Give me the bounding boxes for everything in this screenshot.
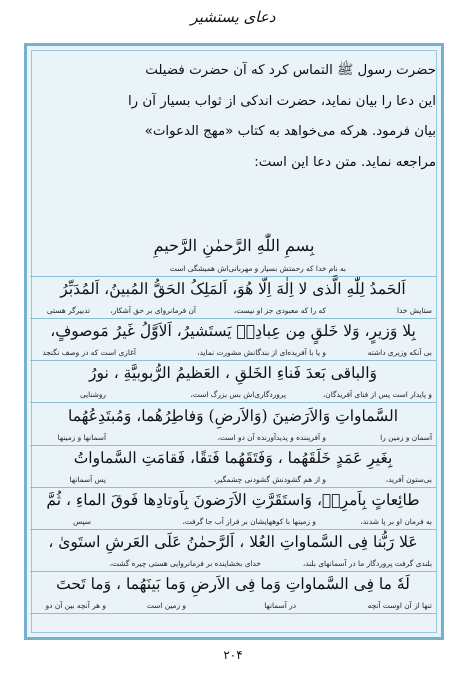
prayer-line-translation: بلندی گرفت پروردگار ما در آسمانهای بلند،: [302, 559, 432, 569]
prayer-line-translation-row: [30, 557, 436, 572]
prayer-line-translation: پس آسمانها: [69, 474, 106, 484]
prayer-line-arabic: السَّماواتِ وَالاَرَضینَ (وَالاَرضِ) وَفاطِرُهُما، وَمُبتَدِعُهُما: [67, 406, 399, 425]
prayer-line-arabic: اَلحَمدُ لِلّٰهِ الَّذی لا اِلٰهَ اِلّا هُوَ، اَلمَلِکُ الحَقُّ المُبینُ، اَلمُدَبِّرُ: [60, 280, 406, 298]
prayer-line-arabic: بِلا وَزیرٍ، وَلا خَلقٍ مِن عِبادِهٖ یَستَشیرُ، اَلاَوَّلُ غَیرُ مَوصوفٍ،: [50, 322, 416, 341]
prayer-line-translation-row: [30, 599, 436, 614]
intro-line: مراجعه نماید. متن دعا این است:: [254, 154, 436, 170]
intro-line: حضرت رسول ﷺ التماس کرد که آن حضرت فضیلت: [145, 63, 436, 78]
page-number: ۲۰۴: [223, 648, 243, 662]
prayer-line-translation: در آسمانها: [264, 601, 296, 611]
prayer-line-translation: روشنایی: [79, 390, 106, 400]
prayer-line-translation-row: [30, 431, 436, 446]
prayer-line-translation: و آفریننده و پدیدآورنده آن دو است،: [217, 432, 326, 442]
prayer-line-translation: سپس: [73, 517, 91, 526]
prayer-line-translation-row: [30, 388, 436, 403]
intro-line: این دعا را بیان نماید، حضرت اندکی از ثواب بسیار آن را: [127, 93, 436, 109]
prayer-line-translation: تنها از آن اوست آنچه: [367, 601, 432, 611]
prayer-line-translation-row: [30, 346, 436, 361]
prayer-line-translation: تدبیرگر هستی: [46, 306, 90, 315]
prayer-line-translation: بی آنکه وزیری داشته: [367, 348, 432, 358]
intro-line: بیان فرمود. هرکه می‌خواهد به کتاب «مهج الدعوات»: [144, 124, 436, 139]
prayer-line-translation: خدای بخشاینده بر فرمانروایی هستی چیره گشت،: [109, 559, 261, 569]
prayer-line-translation: و از هم گشودنش گشودنی چشمگیر،: [213, 474, 326, 484]
prayer-line-arabic: وَالباقی بَعدَ فَناءِ الخَلقِ ، العَظیمُ الرُّبوبیَّةِ ، نورُ: [88, 364, 377, 383]
prayer-line-translation: آسمان و زمین را: [380, 432, 432, 442]
intro-paragraph: [30, 56, 436, 178]
prayer-line-translation: که را که معبودی جز او نیست،: [233, 306, 326, 315]
prayer-line-translation: و زمین است: [146, 601, 186, 611]
page-header-title: دعای یستشیر: [190, 8, 276, 26]
prayer-line-translation-row: [30, 515, 436, 530]
prayer-line-translation: و پایدار است پس از فنای آفریدگان،: [322, 390, 432, 400]
prayer-line-translation: ستایش خدا: [396, 306, 432, 315]
prayer-line-translation: به فرمان او بر پا شدند،: [360, 517, 432, 526]
prayer-line-translation: پروردگاری‌اش بس بزرگ است،: [190, 390, 286, 400]
prayer-line-translation: آغازی است که در وصف نگنجد: [42, 348, 136, 358]
prayer-line-translation-row: [30, 473, 436, 488]
prayer-line-arabic: طائِعاتٍ بِاَمرِهٖ، وَاستَقَرَّتِ الاَرَضونَ بِاَوتادِها فَوقَ الماءِ ، ثُمَّ: [46, 491, 420, 509]
prayer-line-arabic: بِغَیرِ عَمَدٍ خَلَقَهُما ، وَفَتَقَهُما فَتقًا، فَقامَتِ السَّماواتُ: [73, 448, 393, 467]
prayer-line-translation: بی‌ستون آفرید،: [385, 474, 432, 484]
bismillah-arabic: بِسمِ اللّٰهِ الرَّحمٰنِ الرَّحیمِ: [153, 236, 315, 255]
prayer-line-translation: و زمینها با کوههایشان بر فراز آب جا گرفت،: [182, 517, 316, 526]
prayer-line-translation: آن فرمانروای بر حق آشکار،: [110, 306, 196, 315]
prayer-line-translation: آسمانها و زمینها: [57, 432, 106, 442]
prayer-line-translation: و یا با آفریده‌ای از بندگانش مشورت نماید،: [197, 348, 326, 358]
prayer-line-translation: و هر آنچه بین آن دو: [45, 601, 106, 611]
prayer-line-arabic: لَهٗ ما فِی السَّماواتِ وَما فِی الاَرضِ وَما بَینَهُما ، وَما تَحتَ: [56, 575, 410, 594]
prayer-line-arabic: عَلا رَبُّنا فِی السَّماواتِ العُلا ، اَلرَّحمٰنُ عَلَی العَرشِ استَویٰ ،: [48, 533, 418, 552]
prayer-line-translation-row: [30, 304, 436, 319]
bismillah-translation: به نام خدا که رحمتش بسیار و مهربانی‌اش همیشگی است: [169, 264, 346, 273]
